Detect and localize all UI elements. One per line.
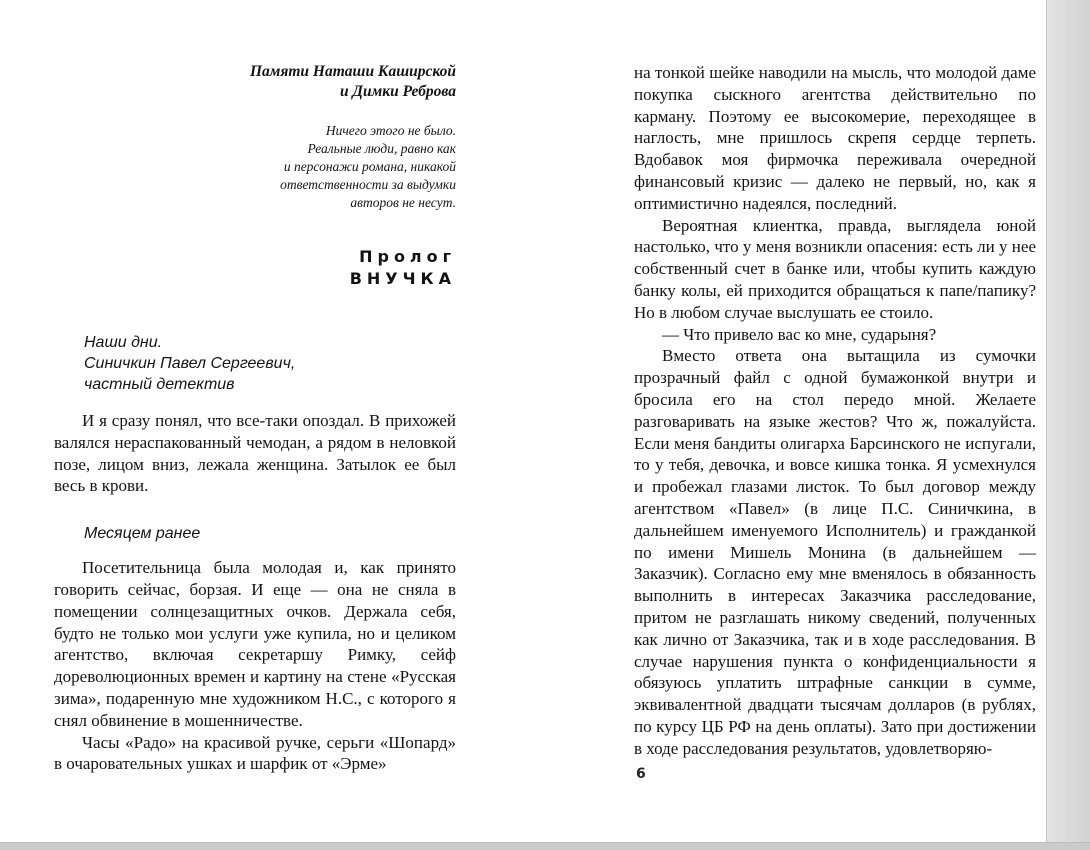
- paragraph: Вместо ответа она вытащила из сумочки прозрачный файл с одной бумажонкой внутри и бросила его на стол передо мной. Желаете разговаривать на языке жестов? Что ж, пожалуйста. Если меня бандиты олигарха Барсинского не испугали, то у тебя, девочка, и вовсе кишка тонка. Я усмехнулся и пробежал глазами листок. То был договор между агентством «Павел» (в лице П.С. Синичкина, в дальнейшем именуемого Исполнитель) и гражданкой по имени Мишель Монина (в дальнейшем — Заказчик). Согласно ему мне вменялось в обязанность выполнить в интересах Заказчика расследование, притом не разглашать никому сведений, полученных как лично от Заказчика, так и в ходе расследования. В случае нарушения пункта о конфиденциальности я обязуюсь уплатить штрафные санкции в сумме, эквивалентной двадцати тысячам долларов (в рублях, по курсу ЦБ РФ на день оплаты). Зато при достижении в ходе расследования результатов, удовлетворяю-: [634, 346, 1036, 758]
- paragraph: И я сразу понял, что все-таки опоздал. В прихожей валялся нераспакованный чемодан, а рядом в неловкой позе, лицом вниз, лежала женщина. Затылок ее был весь в крови.: [54, 411, 456, 496]
- dedication-line: и Димки Реброва: [339, 83, 456, 100]
- left-page: [54, 62, 456, 775]
- section-subheading: Месяцем ранее: [84, 525, 201, 543]
- paragraph: на тонкой шейке наводили на мысль, что молодой даме покупка сыскного агентства действительно по карману. Поэтому ее высокомерие, переходящее в наглость, мне пришлось скрепя сердце терпеть. Вдобавок моя фирмочка переживала очередной финансовый кризис — далеко не первый, но, как я оптимистично надеялся, последний.: [634, 63, 1036, 213]
- paragraph: Часы «Радо» на красивой ручке, серьги «Шопард» в очаровательных ушках и шарфик от «Эрме»: [54, 732, 456, 774]
- disclaimer-line: ответственности за выдумки: [280, 177, 456, 192]
- right-page: [634, 62, 1036, 760]
- scene-line: частный детектив: [84, 376, 235, 393]
- disclaimer-line: Реальные люди, равно как: [307, 141, 456, 156]
- paragraph: Вероятная клиентка, правда, выглядела юной настолько, что у меня возникли опасения: есть ли у нее собственный счет в банке или, чтобы купить каждую банку колы, ей приходится обращаться к папе/папику? Но в любом случае выслушать ее стоило.: [634, 215, 1036, 322]
- dedication: [54, 62, 456, 102]
- disclaimer-line: авторов не несут.: [350, 195, 456, 210]
- chapter-title: Пролог: [359, 247, 456, 266]
- scan-edge-right: [1046, 0, 1090, 850]
- dialogue-line: — Что привело вас ко мне, сударыня?: [662, 324, 937, 344]
- dedication-line: Памяти Наташи Каширской: [249, 63, 456, 80]
- disclaimer: [54, 122, 456, 212]
- scene-heading: [54, 332, 456, 395]
- disclaimer-line: Ничего этого не было.: [325, 123, 456, 138]
- scan-edge-bottom: [0, 842, 1090, 850]
- paragraph: Посетительница была молодая и, как принято говорить сейчас, борзая. И еще — она не сняла в помещении солнцезащитных очков. Держала себя, будто не только мои услуги уже купила, но и целиком агентство, включая секретаршу Римку, сейф дореволюционных времен и картину на стене «Русская зима», подаренную мне художником Н.С., с которого я снял обвинение в мошенничестве.: [54, 558, 456, 730]
- scene-line: Синичкин Павел Сергеевич,: [84, 355, 296, 372]
- page-number: 6: [636, 766, 646, 782]
- scene-line: Наши дни.: [84, 334, 163, 351]
- disclaimer-line: и персонажи романа, никакой: [283, 159, 456, 174]
- chapter-subtitle: ВНУЧКА: [349, 269, 456, 288]
- chapter-heading: [54, 246, 456, 290]
